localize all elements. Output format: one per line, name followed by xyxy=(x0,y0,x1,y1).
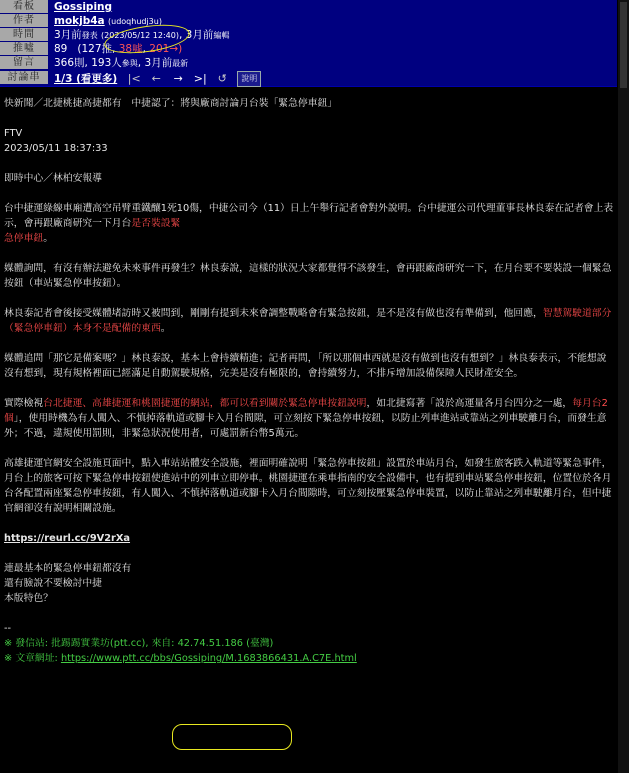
author-comment-3: 本版特色？ xyxy=(4,593,53,604)
p1-end: 。 xyxy=(43,233,53,244)
p3-text: 林良泰記者會後接受媒體堵訪時又被問到，剛剛有提到未來會調整戰略會有緊急按鈕，是不是沒有做也沒有準備到，他回應， xyxy=(4,308,543,319)
comment-count: 366則 xyxy=(54,57,85,69)
p5-highlight-2: 每月台2個 xyxy=(4,398,608,424)
arrow-count: 201→) xyxy=(149,43,183,55)
latest-label: 最新 xyxy=(172,59,189,68)
p5-highlight: 台北捷運、高雄捷運和桃園捷運的網站，都可以看到關於緊急停車按鈕說明 xyxy=(43,398,367,409)
refresh-icon[interactable]: ↺ xyxy=(217,72,227,85)
article-url-link[interactable]: https://www.ptt.cc/bbs/Gossiping/M.1683866431.A.C7E.html xyxy=(60,653,357,664)
time-edit-label: 編輯 xyxy=(213,31,230,40)
last-page-icon[interactable]: >| xyxy=(193,72,207,85)
paragraph-4: 媒體追問「那它是備案嗎？」林良泰說，基本上會持續精進；記者再問，「所以那個車西就是沒有做到也沒有想到？」林良泰表示，不能想說沒有想到，現有規格裡面已經滿足自動駕駛規格，完美是沒有極限的，會持續努力，不排斥增加設備保障人民財產安全。 xyxy=(4,353,607,379)
board-link-wrap xyxy=(54,0,112,14)
paragraph-5 xyxy=(4,396,616,441)
header-row-thread xyxy=(0,71,617,85)
first-page-icon[interactable]: |< xyxy=(127,72,141,85)
explain-button[interactable]: 說明 xyxy=(237,71,261,87)
time-relative: 3月前 xyxy=(54,29,82,41)
headline: 快新聞／北捷桃捷高捷都有 中捷認了：將與廠商討論月台裝「緊急停車鈕」 xyxy=(4,98,338,109)
label-score: 推噓 xyxy=(0,42,48,55)
thread-page-link[interactable]: 1/3 (看更多) xyxy=(54,73,118,85)
latest-relative: 3月前 xyxy=(144,57,173,69)
article-url-label: ※ 文章網址: xyxy=(4,653,61,664)
label-thread: 討論串 xyxy=(0,71,48,84)
score-value: 89 xyxy=(54,43,68,55)
paragraph-3 xyxy=(4,306,616,336)
p1-highlight: 是否裝設緊 xyxy=(131,218,181,229)
participants-label: 參與 xyxy=(121,59,138,68)
prev-page-icon[interactable]: ← xyxy=(151,72,161,85)
header-row-board xyxy=(0,0,617,14)
header-row-author xyxy=(0,14,617,28)
participant-count: 193人 xyxy=(91,57,122,69)
sent-from-line: ※ 發信站: 批踢踢實業坊(ptt.cc), 來自: 42.74.51.186 (臺灣) xyxy=(4,638,274,649)
article-url-line xyxy=(4,651,616,666)
article-body xyxy=(4,96,616,666)
time-wrap: 3月前發表 (2023/05/12 12:40), 3月前編輯 xyxy=(54,29,230,41)
p1-text: 台中捷運綠線車廂遭高空吊臂重鐵釀1死10傷，中捷公司今（11）日上午舉行記者會對外說明。台中捷運公司代理董事長林良泰在記者會上表示，會再跟廠商研究一下月台 xyxy=(4,203,614,229)
time-edit-relative: 3月前 xyxy=(185,29,214,41)
header-row-score xyxy=(0,42,617,56)
label-board: 看板 xyxy=(0,0,48,13)
p5-text-a: 實際檢視 xyxy=(4,398,44,409)
comments-wrap: 366則, 193人參與, 3月前最新 xyxy=(54,57,189,69)
boo-count: 38噓 xyxy=(118,43,143,55)
paragraph-1 xyxy=(4,201,616,246)
header-row-comments xyxy=(0,56,617,70)
author-comment-1: 連最基本的緊急停車鈕都沒有 xyxy=(4,563,132,574)
p1-highlight-2: 急停車鈕 xyxy=(4,233,44,244)
author-link[interactable]: mokjb4a xyxy=(54,15,105,27)
short-url-line xyxy=(4,531,616,546)
paragraph-6: 高雄捷運官網安全設施頁面中，點入車站站體安全設施，裡面明確說明「緊急停車按鈕」設置於車站月台，如發生旅客跌入軌道等緊急事件，月台上的旅客可按下緊急停車按鈕使進站中的列車立即停車。桃園捷運在乘車指南的安全設備中，也有提到車站緊急停車按鈕，位置位於各月台各配置兩座緊急停車按鈕，有人闖入、不慎掉落軌道或腳卡入月台間隙時，可立刻按壓緊急停車裝置，以防止靠站之列車駛離月台，但中捷官網卻沒有說明相關設施。 xyxy=(4,458,612,514)
time-posted-label: 發表 xyxy=(81,31,98,40)
score-wrap: 89 (127推, 38噓, 201→) xyxy=(54,43,183,55)
signature-separator: -- xyxy=(4,623,12,634)
time-exact: (2023/05/12 12:40) xyxy=(101,31,179,40)
scrollbar[interactable] xyxy=(618,0,629,773)
header-row-time xyxy=(0,28,617,42)
author-comment-2: 還有臉說不要檢討中捷 xyxy=(4,578,102,589)
author-nick: (udoqhudj3u) xyxy=(108,17,162,26)
news-datetime: 2023/05/11 18:37:33 xyxy=(4,143,108,154)
thread-nav xyxy=(54,71,261,87)
push-count: (127推 xyxy=(77,43,113,55)
paragraph-2: 媒體詢問，有沒有辦法避免未來事件再發生？林良泰說，這樣的狀況大家都覺得不該發生，會再跟廠商研究一下，在月台要不要裝設一個緊急按鈕（車站緊急停車按鈕）。 xyxy=(4,263,612,289)
p5-text-c: 」，使用時機為有人闖入、不慎掉落軌道或腳卡入月台間隙，可立刻按下緊急停車按鈕，以防止列車進站或靠站之列車駛離月台，而發生意外；不過，違規使用罰則，非緊急狀況使用者，可處罰新台幣5萬元。 xyxy=(4,413,607,439)
short-url-link[interactable]: https://reurl.cc/9V2rXa xyxy=(4,533,131,544)
scrollbar-thumb[interactable] xyxy=(620,2,627,88)
highlight-circle-ip xyxy=(172,724,292,750)
board-link[interactable]: Gossiping xyxy=(54,1,113,13)
label-author: 作者 xyxy=(0,14,48,27)
next-page-icon[interactable]: → xyxy=(173,72,183,85)
label-comments: 留言 xyxy=(0,56,48,69)
p3-highlight: 智慧駕駛道部分（緊急停車鈕）本身不是配備的東西 xyxy=(4,308,612,334)
news-source: FTV xyxy=(4,128,23,139)
reporter: 即時中心／林柏安報導 xyxy=(4,173,102,184)
label-time: 時間 xyxy=(0,28,48,41)
p3-end: 。 xyxy=(160,323,171,334)
p5-text-b: ，如北捷寫著「設於高運量各月台四分之一處， xyxy=(366,398,573,409)
article-header xyxy=(0,0,617,87)
